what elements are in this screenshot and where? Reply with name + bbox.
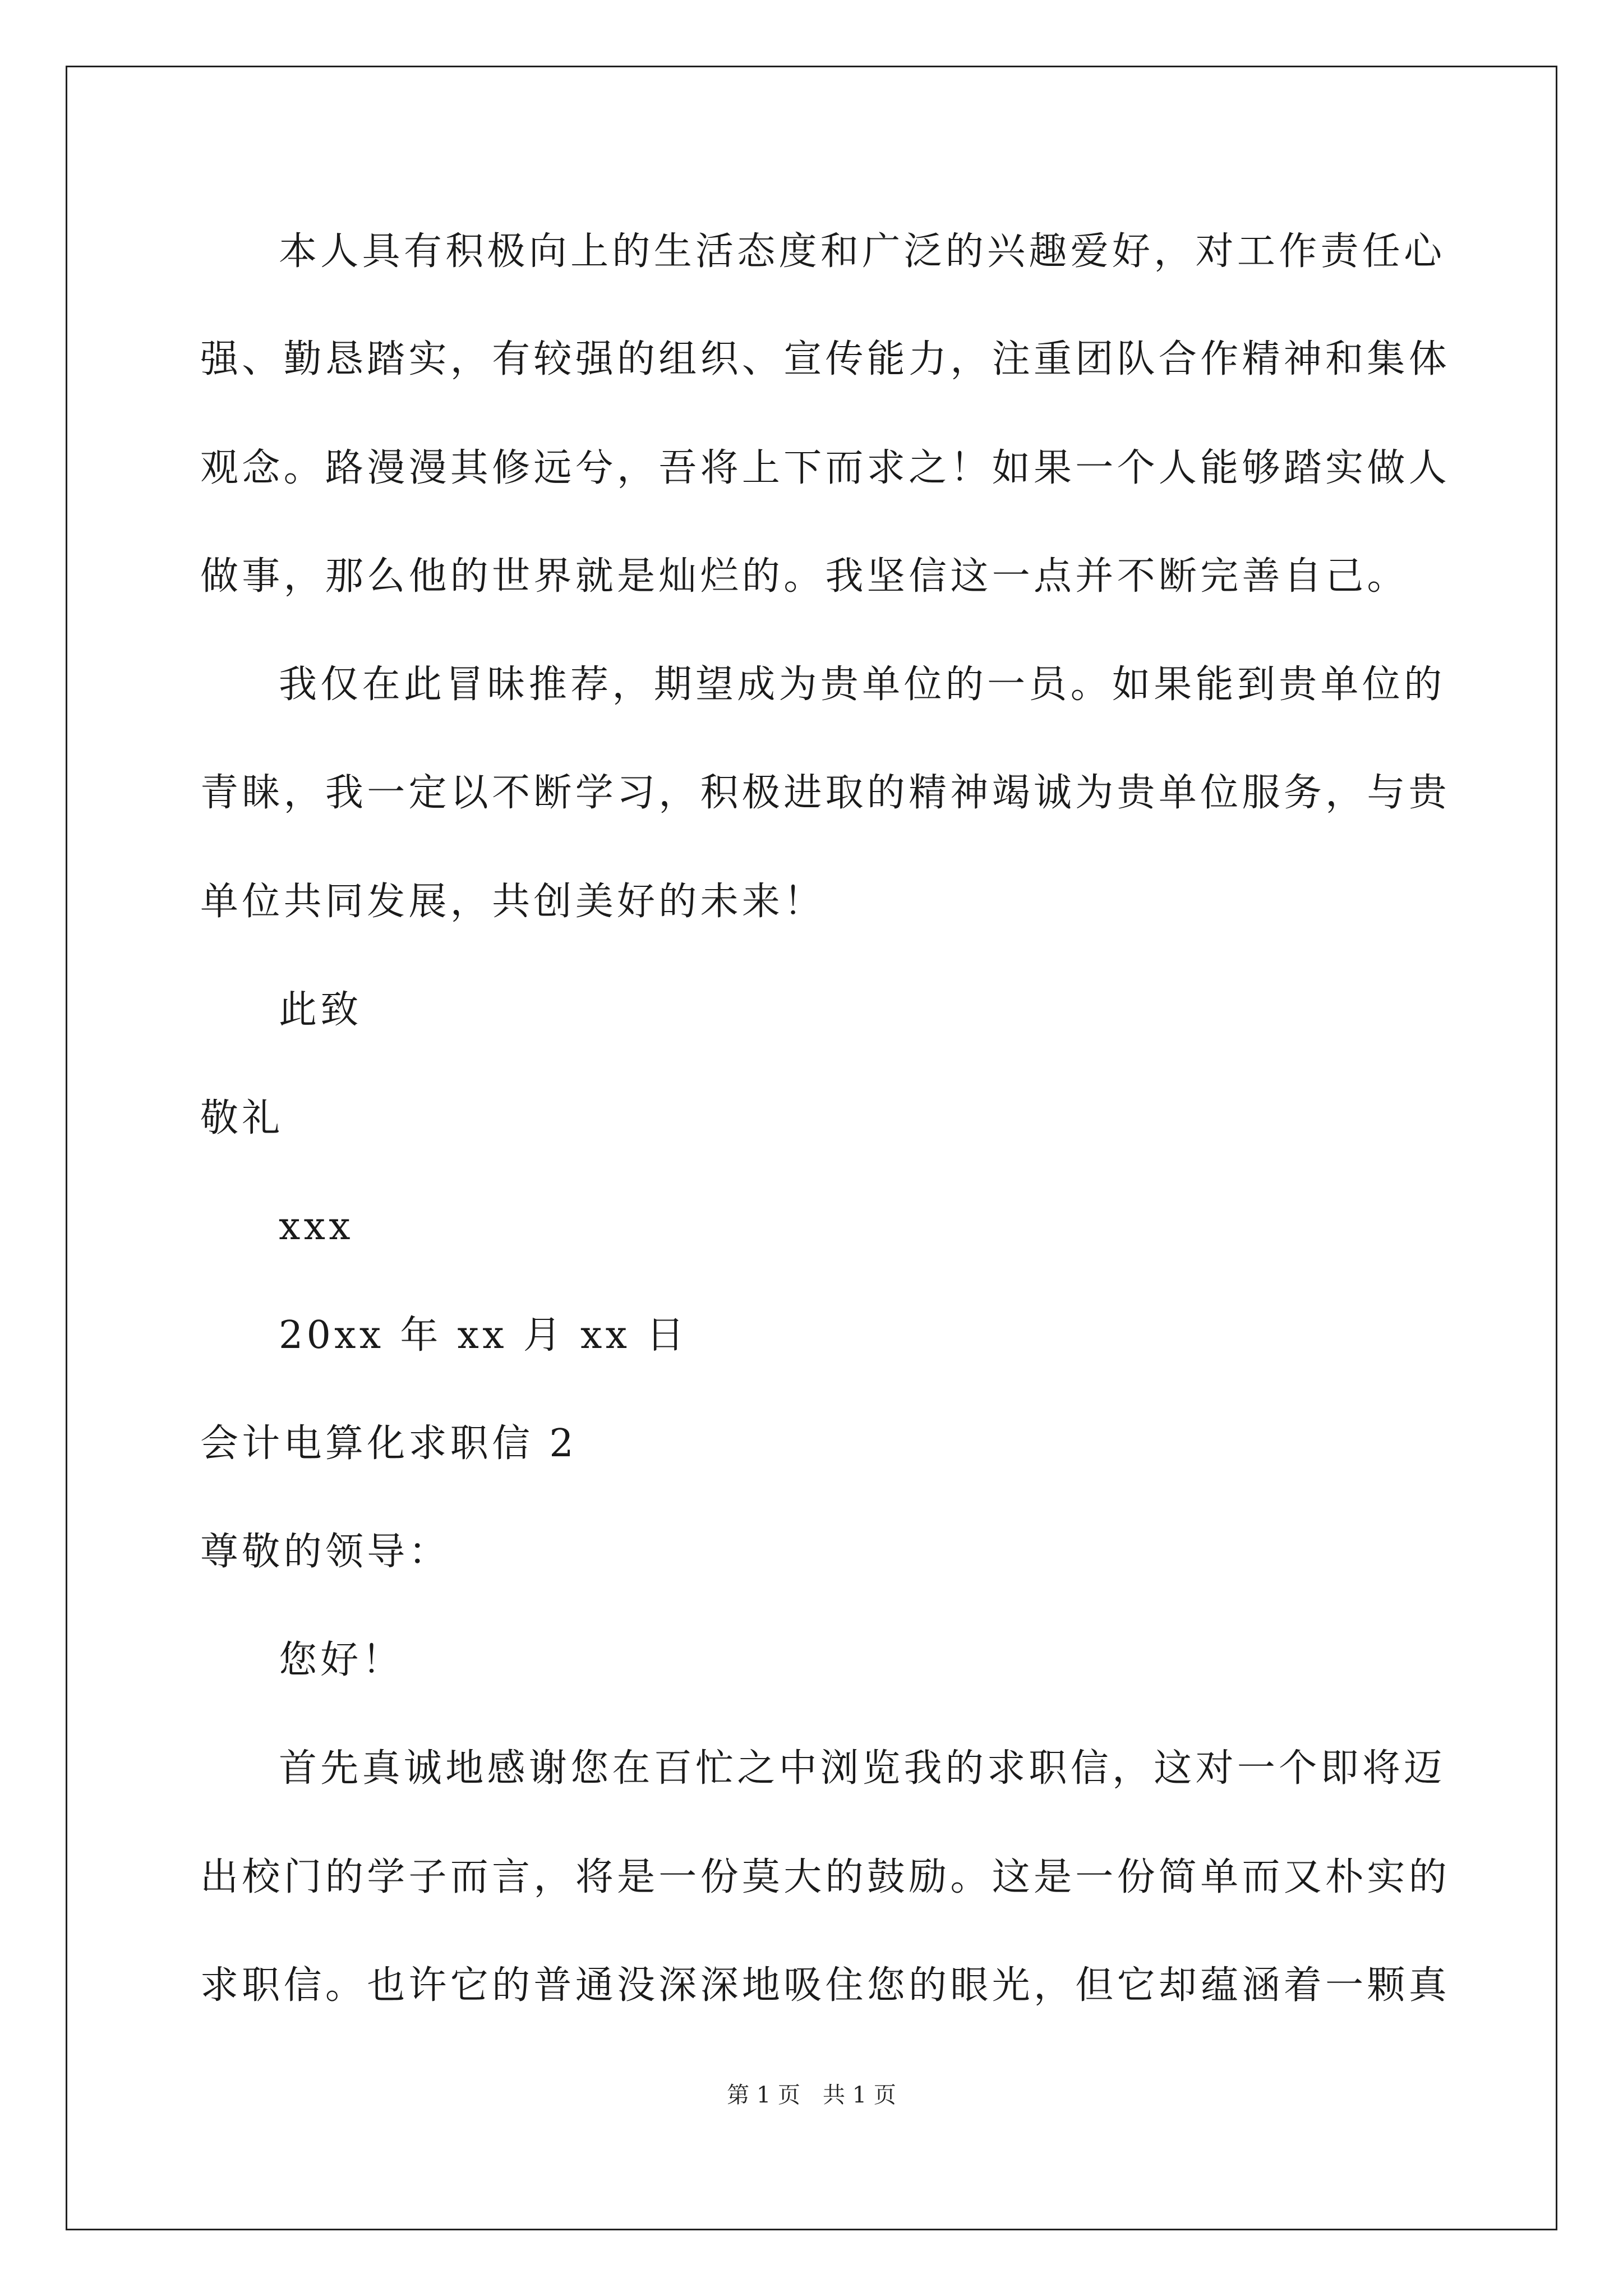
text-line: 观念。路漫漫其修远兮，吾将上下而求之！如果一个人能够踏实做人 bbox=[200, 446, 1451, 490]
text-line: 求职信。也许它的普通没深深地吸住您的眼光，但它却蕴涵着一颗真 bbox=[200, 1963, 1451, 2008]
signature-name: xxx bbox=[279, 1204, 354, 1249]
closing-salutation: 此致 bbox=[279, 988, 362, 1032]
text-line: 出校门的学子而言，将是一份莫大的鼓励。这是一份简单而又朴实的 bbox=[200, 1855, 1451, 1899]
text-line: 强、勤恳踏实，有较强的组织、宣传能力，注重团队合作精神和集体 bbox=[200, 337, 1451, 381]
page-footer: 第 1 页 共 1 页 bbox=[727, 2082, 896, 2108]
signature-date: 20xx 年 xx 月 xx 日 bbox=[279, 1313, 688, 1358]
text-line: 首先真诚地感谢您在百忙之中浏览我的求职信，这对一个即将迈 bbox=[279, 1746, 1446, 1791]
page-border bbox=[66, 66, 1557, 2230]
closing-regards: 敬礼 bbox=[200, 1096, 284, 1140]
greeting-hello: 您好！ bbox=[279, 1638, 404, 1682]
text-line: 单位共同发展，共创美好的未来！ bbox=[200, 880, 826, 924]
section-title: 会计电算化求职信 2 bbox=[200, 1421, 577, 1466]
text-line: 青睐，我一定以不断学习，积极进取的精神竭诚为贵单位服务，与贵 bbox=[200, 771, 1451, 815]
text-line: 本人具有积极向上的生活态度和广泛的兴趣爱好，对工作责任心 bbox=[279, 229, 1446, 274]
text-line: 做事，那么他的世界就是灿烂的。我坚信这一点并不断完善自己。 bbox=[200, 554, 1409, 599]
text-line: 我仅在此冒昧推荐，期望成为贵单位的一员。如果能到贵单位的 bbox=[279, 662, 1446, 707]
greeting: 尊敬的领导： bbox=[200, 1530, 450, 1574]
